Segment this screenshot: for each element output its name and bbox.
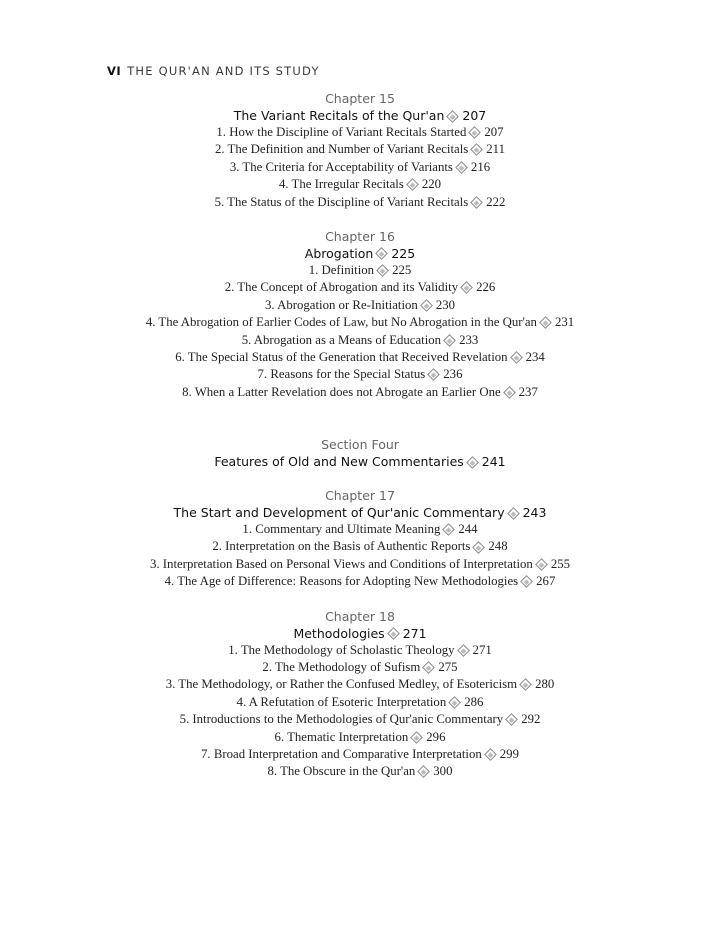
diamond-icon	[457, 644, 470, 657]
diamond-icon	[375, 248, 388, 261]
diamond-icon	[466, 456, 479, 469]
toc-entry: 7. Reasons for the Special Status 236	[257, 367, 463, 382]
diamond-icon	[519, 679, 532, 692]
diamond-icon	[443, 334, 456, 347]
toc-entry: 8. When a Latter Revelation does not Abrogate an Earlier One 237	[182, 384, 538, 399]
section-title: Features of Old and New Commentaries 241	[214, 454, 506, 470]
diamond-icon	[447, 110, 460, 123]
diamond-icon	[420, 299, 433, 312]
toc-entry: 4. The Irregular Recitals 220	[278, 177, 442, 192]
running-head	[107, 64, 320, 78]
toc-entry: 3. Abrogation or Re-Initiation 230	[264, 297, 456, 312]
chapter-title: Methodologies 271	[293, 625, 427, 641]
toc-entry: 4. The Abrogation of Earlier Codes of Law, but No Abrogation in the Qur'an 231	[145, 315, 575, 330]
diamond-icon	[469, 126, 482, 139]
toc-entry: 2. The Definition and Number of Variant Recitals 211	[214, 142, 505, 157]
toc-entry: 3. The Criteria for Acceptability of Variants 216	[229, 159, 491, 174]
toc-entry: 5. The Status of the Discipline of Variant Recitals 222	[214, 194, 506, 209]
toc-entry: 7. Broad Interpretation and Comparative Interpretation 299	[201, 746, 519, 761]
section-four-block	[0, 436, 720, 470]
page-folio: VI	[107, 64, 122, 78]
toc-entry: 2. Interpretation on the Basis of Authentic Reports 248	[212, 539, 508, 554]
diamond-icon	[520, 575, 533, 588]
diamond-icon	[473, 541, 486, 554]
diamond-icon	[470, 144, 483, 157]
diamond-icon	[387, 627, 400, 640]
chapter-title: Abrogation 225	[304, 245, 416, 261]
chapter-17-block	[0, 487, 720, 591]
toc-entry: 4. A Refutation of Esoteric Interpretation 286	[236, 694, 484, 709]
toc-entry: 2. The Methodology of Sufism 275	[262, 660, 458, 675]
section-label: Section Four	[321, 437, 399, 453]
toc-entry: 1. The Methodology of Scholastic Theology 271	[228, 642, 492, 657]
toc-entry: 8. The Obscure in the Qur'an 300	[267, 764, 453, 779]
diamond-icon	[460, 282, 473, 295]
chapter-title: The Start and Development of Qur'anic Commentary 243	[173, 505, 547, 521]
diamond-icon	[539, 316, 552, 329]
toc-entry: 5. Introductions to the Methodologies of Qur'anic Commentary 292	[179, 712, 541, 727]
diamond-icon	[376, 264, 389, 277]
table-of-contents	[0, 90, 720, 781]
chapter-label: Chapter 18	[325, 608, 395, 624]
toc-entry: 3. The Methodology, or Rather the Confused Medley, of Esotericism 280	[165, 677, 555, 692]
diamond-icon	[535, 558, 548, 571]
running-head-title: THE QUR'AN AND ITS STUDY	[127, 64, 320, 78]
toc-entry: 6. Thematic Interpretation 296	[274, 729, 446, 744]
diamond-icon	[470, 196, 483, 209]
toc-entry: 3. Interpretation Based on Personal Views and Conditions of Interpretation 255	[149, 556, 571, 571]
diamond-icon	[410, 731, 423, 744]
diamond-icon	[455, 161, 468, 174]
diamond-icon	[505, 713, 518, 726]
diamond-icon	[507, 507, 520, 520]
diamond-icon	[406, 178, 419, 191]
diamond-icon	[417, 766, 430, 779]
diamond-icon	[427, 368, 440, 381]
chapter-16-block	[0, 228, 720, 401]
diamond-icon	[484, 748, 497, 761]
toc-entry: 1. Commentary and Ultimate Meaning 244	[242, 522, 478, 537]
chapter-18-block	[0, 608, 720, 781]
chapter-label: Chapter 17	[325, 488, 395, 504]
toc-entry: 4. The Age of Difference: Reasons for Adopting New Methodologies 267	[164, 574, 556, 589]
chapter-15-block	[0, 90, 720, 211]
toc-entry: 2. The Concept of Abrogation and its Validity 226	[224, 280, 496, 295]
toc-entry: 1. How the Discipline of Variant Recitals Started 207	[216, 125, 504, 139]
chapter-title: The Variant Recitals of the Qur'an 207	[233, 108, 487, 123]
toc-entry: 1. Definition 225	[308, 262, 412, 277]
diamond-icon	[443, 523, 456, 536]
chapter-label: Chapter 16	[325, 228, 395, 244]
diamond-icon	[503, 386, 516, 399]
diamond-icon	[510, 351, 523, 364]
chapter-label: Chapter 15	[325, 91, 395, 106]
toc-entry: 6. The Special Status of the Generation that Received Revelation 234	[175, 349, 545, 364]
diamond-icon	[448, 696, 461, 709]
diamond-icon	[423, 661, 436, 674]
toc-entry: 5. Abrogation as a Means of Education 233	[241, 332, 479, 347]
